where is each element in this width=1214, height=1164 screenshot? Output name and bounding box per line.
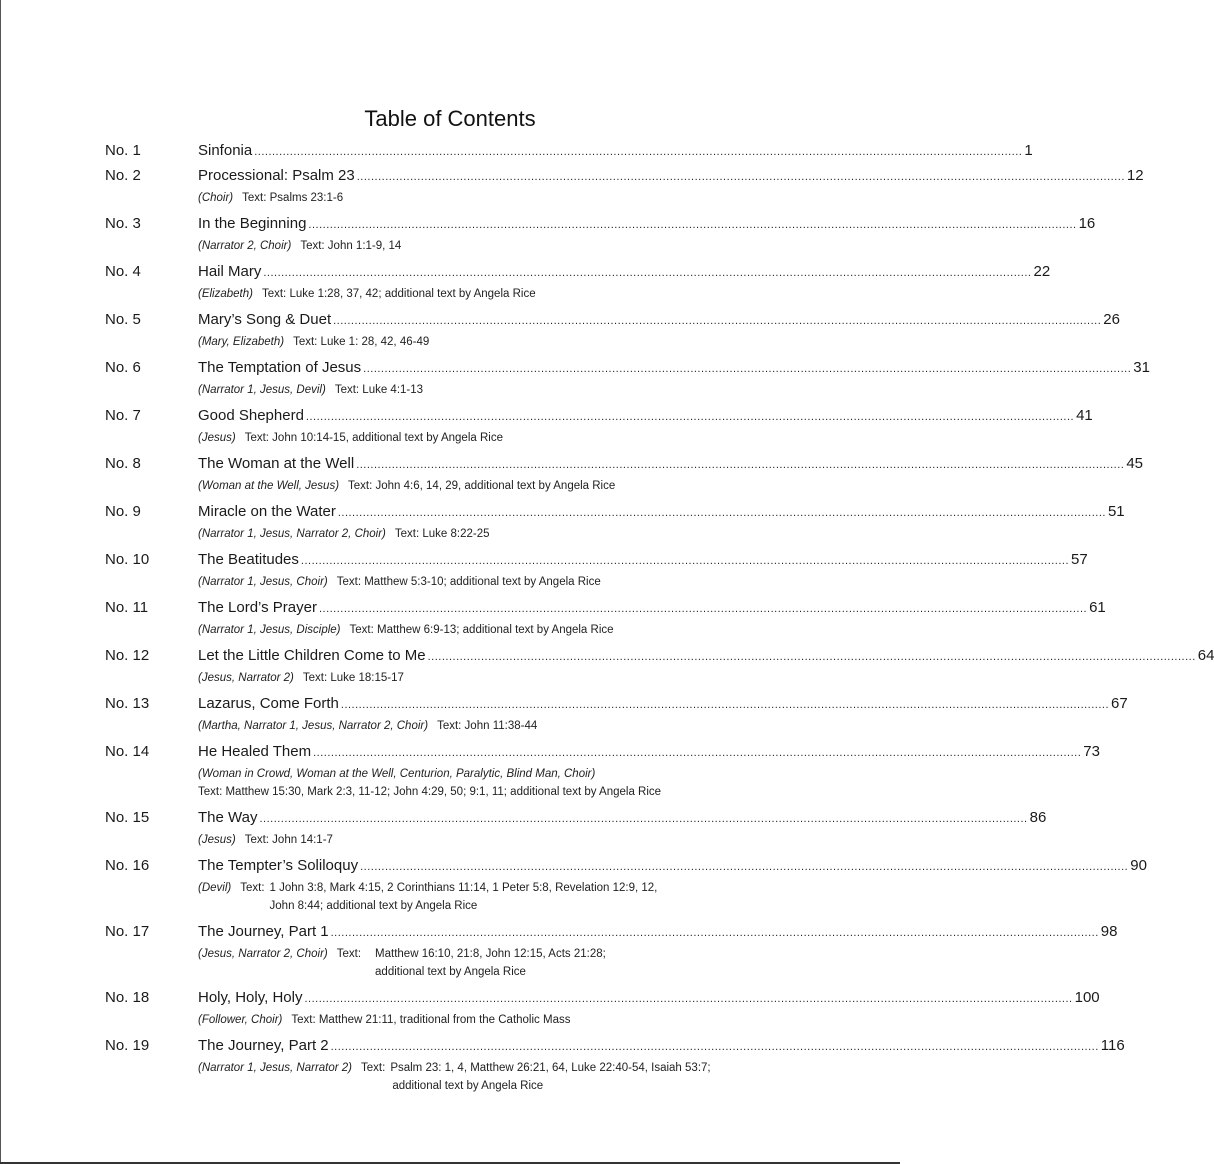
entry-page: 26 (1103, 311, 1120, 328)
entry-title: The Woman at the Well (198, 455, 355, 472)
entry-text-source: Text: Matthew 5:3-10; additional text by Angela Rice (336, 576, 601, 588)
toc-entry (105, 857, 1147, 915)
entry-page: 22 (1033, 263, 1051, 280)
entry-number: No. 13 (105, 695, 150, 712)
entry-details (198, 669, 795, 687)
entry-text-source: John 8:44; additional text by Angela Rice (269, 900, 478, 912)
toc-entry (105, 599, 1106, 639)
entry-text-source: additional text by Angela Rice (375, 966, 526, 978)
entry-roles: (Jesus, Narrator 2, Choir) (198, 948, 328, 960)
entry-text-label: Text: (336, 948, 362, 960)
entry-title: The Temptation of Jesus (198, 359, 362, 376)
entry-title: Hail Mary (198, 263, 262, 280)
entry-link[interactable] (198, 167, 1144, 184)
entry-details (198, 879, 795, 915)
entry-text-source: additional text by Angela Rice (392, 1080, 544, 1092)
dot-leader (259, 813, 1027, 825)
entry-title: Miracle on the Water (198, 503, 336, 520)
entry-title: The Way (198, 809, 258, 826)
toc-entry (105, 695, 1128, 735)
entry-number: No. 11 (105, 599, 149, 616)
dot-leader (306, 411, 1074, 423)
entry-details (198, 285, 795, 303)
entry-page: 45 (1126, 455, 1144, 472)
entry-roles: (Woman at the Well, Jesus) (198, 480, 340, 492)
entry-link[interactable] (198, 359, 1150, 376)
entry-details (198, 525, 795, 543)
dot-leader (356, 459, 1124, 471)
entry-details (198, 717, 795, 735)
page-edge (0, 0, 1, 1164)
entry-text-source: Text: John 11:38-44 (437, 720, 538, 732)
entry-text-source: Text: Luke 8:22-25 (394, 528, 490, 540)
toc-entry (105, 215, 1096, 255)
entry-roles: (Narrator 2, Choir) (198, 240, 292, 252)
entry-text-source: Text: Luke 1:28, 37, 42; additional text by Angela Rice (261, 288, 536, 300)
entry-number: No. 14 (105, 743, 150, 760)
entry-page: 12 (1126, 167, 1144, 184)
dot-leader (428, 651, 1196, 663)
entry-page: 73 (1083, 743, 1100, 760)
entry-number: No. 7 (105, 407, 141, 424)
dot-leader (304, 993, 1072, 1005)
table-of-contents (105, 142, 1214, 1095)
entry-roles: (Narrator 1, Jesus, Narrator 2, Choir) (198, 528, 386, 540)
entry-text-source: 1 John 3:8, Mark 4:15, 2 Corinthians 11:14, 1 Peter 5:8, Revelation 12:9, 12, (269, 882, 658, 894)
toc-entry (105, 989, 1100, 1029)
entry-number: No. 10 (105, 551, 150, 568)
entry-number: No. 16 (105, 857, 150, 874)
entry-text-source: Text: Matthew 15:30, Mark 2:3, 11-12; John 4:29, 50; 9:1, 11; additional text by Angela Rice (198, 786, 662, 798)
entry-roles: (Woman in Crowd, Woman at the Well, Centurion, Paralytic, Blind Man, Choir) (198, 768, 596, 780)
dot-leader (333, 315, 1101, 327)
dot-leader (363, 363, 1131, 375)
toc-entry (105, 551, 1088, 591)
entry-roles: (Martha, Narrator 1, Jesus, Narrator 2, Choir) (198, 720, 429, 732)
entry-link[interactable] (198, 695, 1128, 712)
entry-title: The Journey, Part 1 (198, 923, 329, 940)
entry-number: No. 6 (105, 359, 141, 376)
entry-text-source: Text: Luke 18:15-17 (302, 672, 404, 684)
entry-number: No. 18 (105, 989, 150, 1006)
entry-page: 67 (1111, 695, 1128, 712)
entry-number: No. 17 (105, 923, 150, 940)
entry-roles: (Narrator 1, Jesus, Narrator 2) (198, 1062, 353, 1074)
entry-roles: (Jesus) (198, 834, 236, 846)
entry-title: The Beatitudes (198, 551, 299, 568)
entry-link[interactable] (198, 263, 1050, 280)
entry-details (198, 1011, 795, 1029)
page-title: Table of Contents (364, 106, 536, 131)
dot-leader (360, 861, 1128, 873)
dot-leader (331, 927, 1099, 939)
entry-page: 100 (1074, 989, 1100, 1006)
dot-leader (357, 171, 1125, 183)
entry-details (198, 429, 795, 447)
entry-text-label: Text: (361, 1062, 386, 1074)
entry-page: 64 (1197, 647, 1214, 664)
entry-roles: (Narrator 1, Jesus, Choir) (198, 576, 328, 588)
entry-link[interactable] (198, 503, 1125, 520)
entry-page: 51 (1107, 503, 1125, 520)
entry-page: 57 (1071, 551, 1088, 568)
entry-details (198, 831, 795, 849)
entry-details (198, 765, 795, 801)
entry-text-source: Text: Luke 1: 28, 42, 46-49 (293, 336, 430, 348)
entry-roles: (Narrator 1, Jesus, Devil) (198, 384, 326, 396)
entry-title: He Healed Them (198, 743, 312, 760)
entry-roles: (Narrator 1, Jesus, Disciple) (198, 624, 341, 636)
entry-title: The Journey, Part 2 (198, 1037, 329, 1054)
dot-leader (301, 555, 1069, 567)
entry-details (198, 477, 795, 495)
entry-link[interactable] (198, 647, 1214, 664)
toc-entry (105, 167, 1144, 207)
entry-link[interactable] (198, 857, 1147, 874)
entry-roles: (Elizabeth) (198, 288, 253, 300)
entry-text-source: Psalm 23: 1, 4, Matthew 26:21, 64, Luke 22:40-54, Isaiah 53:7; (390, 1062, 711, 1074)
entry-page: 61 (1089, 599, 1106, 616)
dot-leader (331, 1041, 1099, 1053)
entry-link[interactable] (198, 551, 1088, 568)
entry-title: Let the Little Children Come to Me (198, 647, 426, 664)
entry-title: Processional: Psalm 23 (198, 167, 355, 184)
entry-number: No. 4 (105, 263, 141, 280)
entry-roles: (Choir) (198, 192, 234, 204)
entry-number: No. 15 (105, 809, 150, 826)
entry-details (198, 573, 795, 591)
entry-page: 41 (1076, 407, 1093, 424)
entry-page: 86 (1029, 809, 1047, 826)
dot-leader (341, 699, 1109, 711)
entry-details (198, 189, 795, 207)
entry-text-source: Text: Matthew 6:9-13; additional text by Angela Rice (349, 624, 614, 636)
toc-entry (105, 743, 1100, 801)
entry-number: No. 1 (105, 142, 141, 159)
entry-page: 116 (1100, 1037, 1125, 1054)
dot-leader (319, 603, 1087, 615)
entry-page: 90 (1130, 857, 1147, 874)
dot-leader (338, 507, 1106, 519)
toc-entry (105, 923, 1118, 981)
entry-roles: (Devil) (198, 882, 232, 894)
toc-entry (105, 647, 1214, 687)
entry-roles: (Jesus, Narrator 2) (198, 672, 294, 684)
entry-text-label: Text: (240, 882, 265, 894)
entry-title: Sinfonia (198, 142, 253, 159)
entry-title: The Tempter’s Soliloquy (198, 857, 359, 874)
entry-link[interactable] (198, 1037, 1125, 1054)
entry-details (198, 1059, 795, 1095)
entry-link[interactable] (198, 923, 1117, 940)
entry-text-source: Matthew 16:10, 21:8, John 12:15, Acts 21:28; (375, 948, 606, 960)
entry-page: 1 (1024, 142, 1033, 159)
dot-leader (313, 747, 1081, 759)
entry-roles: (Jesus) (198, 432, 236, 444)
entry-roles: (Follower, Choir) (198, 1014, 283, 1026)
entry-details (198, 333, 795, 351)
entry-number: No. 9 (105, 503, 141, 520)
entry-number: No. 8 (105, 455, 141, 472)
entry-number: No. 19 (105, 1037, 150, 1054)
toc-entry (105, 142, 1033, 164)
entry-page: 31 (1133, 359, 1150, 376)
entry-text-source: Text: John 4:6, 14, 29, additional text by Angela Rice (348, 480, 616, 492)
entry-title: Mary’s Song & Duet (198, 311, 332, 328)
toc-entry (105, 263, 1051, 303)
dot-leader (254, 146, 1022, 158)
entry-text-source: Text: John 1:1-9, 14 (300, 240, 402, 252)
toc-entry (105, 311, 1120, 351)
entry-title: The Lord’s Prayer (198, 599, 317, 616)
entry-text-source: Text: Matthew 21:11, traditional from the Catholic Mass (291, 1014, 571, 1026)
entry-text-source: Text: John 10:14-15, additional text by Angela Rice (244, 432, 503, 444)
entry-link[interactable] (198, 989, 1100, 1006)
toc-entry (105, 455, 1144, 495)
entry-title: Lazarus, Come Forth (198, 695, 339, 712)
entry-title: Good Shepherd (198, 407, 304, 424)
entry-details (198, 945, 795, 981)
entry-link[interactable] (198, 599, 1106, 616)
entry-text-source: Text: Luke 4:1-13 (334, 384, 424, 396)
entry-number: No. 2 (105, 167, 141, 184)
entry-link[interactable] (198, 743, 1100, 760)
toc-entry (105, 809, 1047, 849)
entry-link[interactable] (198, 455, 1143, 472)
entry-link[interactable] (198, 142, 1033, 159)
entry-link[interactable] (198, 809, 1046, 826)
dot-leader (263, 267, 1031, 279)
entry-roles: (Mary, Elizabeth) (198, 336, 285, 348)
entry-details (198, 237, 795, 255)
entry-number: No. 3 (105, 215, 141, 232)
toc-entry (105, 1037, 1125, 1095)
entry-title: In the Beginning (198, 215, 307, 232)
entry-page: 98 (1100, 923, 1118, 940)
entry-text-source: Text: John 14:1-7 (244, 834, 333, 846)
entry-link[interactable] (198, 215, 1095, 232)
entry-page: 16 (1078, 215, 1096, 232)
toc-entry (105, 359, 1150, 399)
entry-number: No. 5 (105, 311, 141, 328)
entry-link[interactable] (198, 407, 1093, 424)
entry-text-source: Text: Psalms 23:1-6 (242, 192, 344, 204)
entry-details (198, 381, 795, 399)
entry-details (198, 621, 795, 639)
toc-entry (105, 407, 1093, 447)
dot-leader (308, 219, 1076, 231)
toc-entry (105, 503, 1125, 543)
entry-link[interactable] (198, 311, 1120, 328)
entry-number: No. 12 (105, 647, 150, 664)
entry-title: Holy, Holy, Holy (198, 989, 303, 1006)
